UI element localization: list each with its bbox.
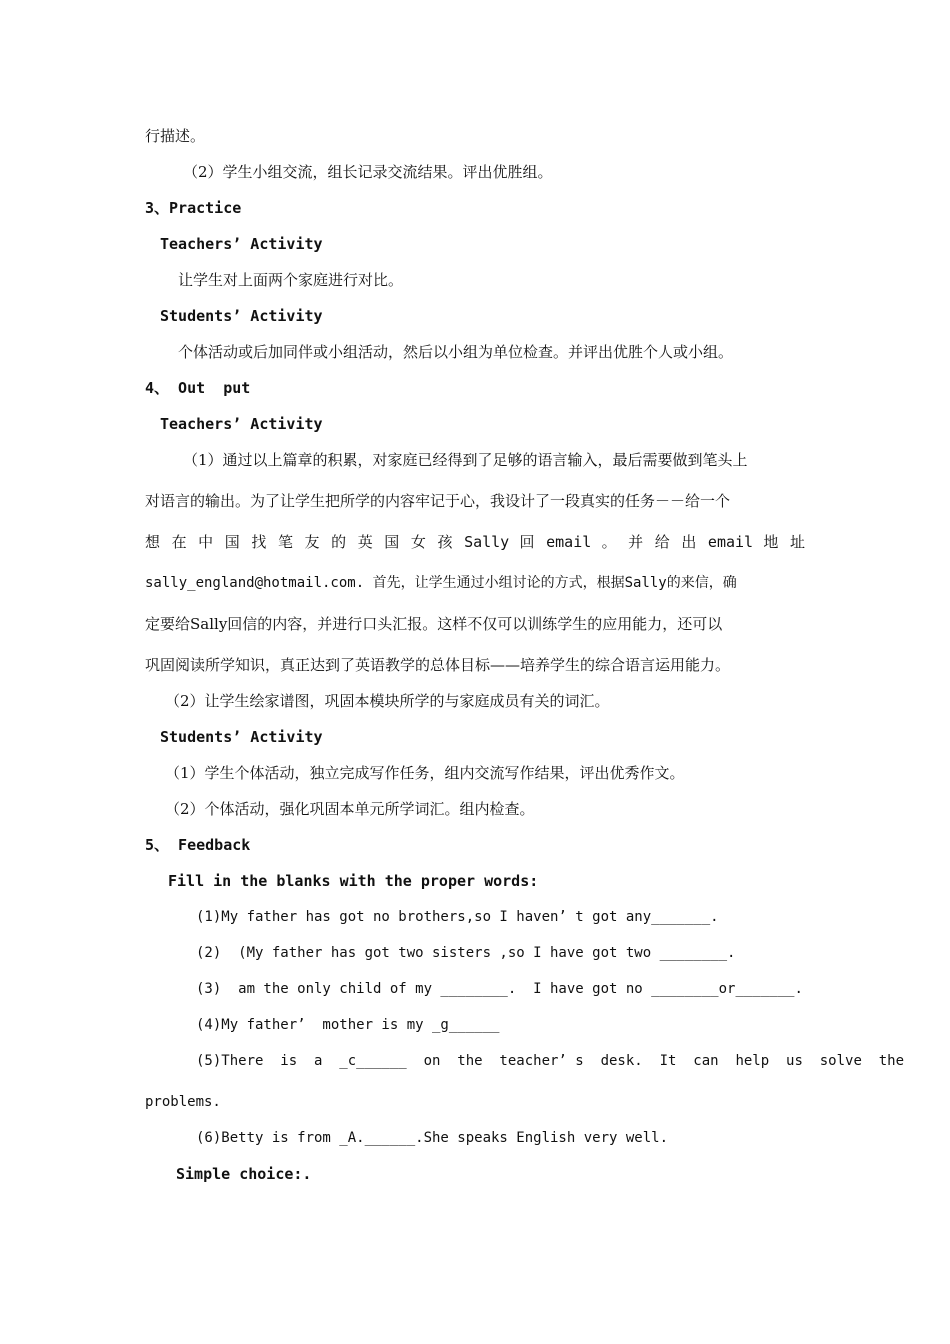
exercise-item: (4)My father’ mother is my _g______ <box>196 1017 500 1033</box>
text-line: sally_england@hotmail.com. 首先，让学生通过小组讨论的方式，根据Sally的来信，确 <box>145 575 737 591</box>
text-line: 想 在 中 国 找 笔 友 的 英 国 女 孩 Sally 回 email 。 并 给 出 email 地 址 <box>145 533 805 551</box>
subheading-students-activity: Students’ Activity <box>160 728 323 746</box>
text-line: （2）个体活动，强化巩固本单元所学词汇。组内检查。 <box>165 800 535 818</box>
subheading-students-activity: Students’ Activity <box>160 307 323 325</box>
subheading-teachers-activity: Teachers’ Activity <box>160 235 323 253</box>
subheading-teachers-activity: Teachers’ Activity <box>160 415 323 433</box>
exercise-item: (3) am the only child of my ________. I have got no ________or_______. <box>196 981 803 997</box>
text-line: （2）学生小组交流，组长记录交流结果。评出优胜组。 <box>183 163 553 181</box>
exercise-item-continuation: problems. <box>145 1094 221 1110</box>
exercise-instruction: Fill in the blanks with the proper words: <box>168 872 539 890</box>
text-line: （2）让学生绘家谱图，巩固本模块所学的与家庭成员有关的词汇。 <box>165 692 610 710</box>
exercise-item: (1)My father has got no brothers,so I haven’ t got any_______. <box>196 909 719 925</box>
exercise-item: (5)There is a _c______ on the teacher’ s desk. It can help us solve the <box>196 1053 905 1069</box>
text-line: （1）学生个体活动，独立完成写作任务，组内交流写作结果，评出优秀作文。 <box>165 764 685 782</box>
text-line: 定要给Sally回信的内容，并进行口头汇报。这样不仅可以训练学生的应用能力，还可以 <box>145 615 723 633</box>
text-line: 对语言的输出。为了让学生把所学的内容牢记于心，我设计了一段真实的任务－－给一个 <box>145 492 731 510</box>
exercise-item: (6)Betty is from _A.______.She speaks English very well. <box>196 1130 669 1146</box>
section-heading-feedback: 5、 Feedback <box>145 836 251 854</box>
text-line: 巩固阅读所学知识，真正达到了英语教学的总体目标——培养学生的综合语言运用能力。 <box>145 656 731 674</box>
exercise-item: (2) (My father has got two sisters ,so I have got two ________. <box>196 945 736 961</box>
text-line: （1）通过以上篇章的积累，对家庭已经得到了足够的语言输入，最后需要做到笔头上 <box>183 451 748 469</box>
exercise-instruction: Simple choice:. <box>176 1165 312 1183</box>
section-heading-practice: 3、Practice <box>145 199 242 217</box>
text-line: 个体活动或后加同伴或小组活动，然后以小组为单位检查。并评出优胜个人或小组。 <box>178 343 734 361</box>
text-line: 让学生对上面两个家庭进行对比。 <box>178 271 404 289</box>
text-line: 行描述。 <box>145 127 206 145</box>
section-heading-output: 4、 Out put <box>145 379 251 397</box>
